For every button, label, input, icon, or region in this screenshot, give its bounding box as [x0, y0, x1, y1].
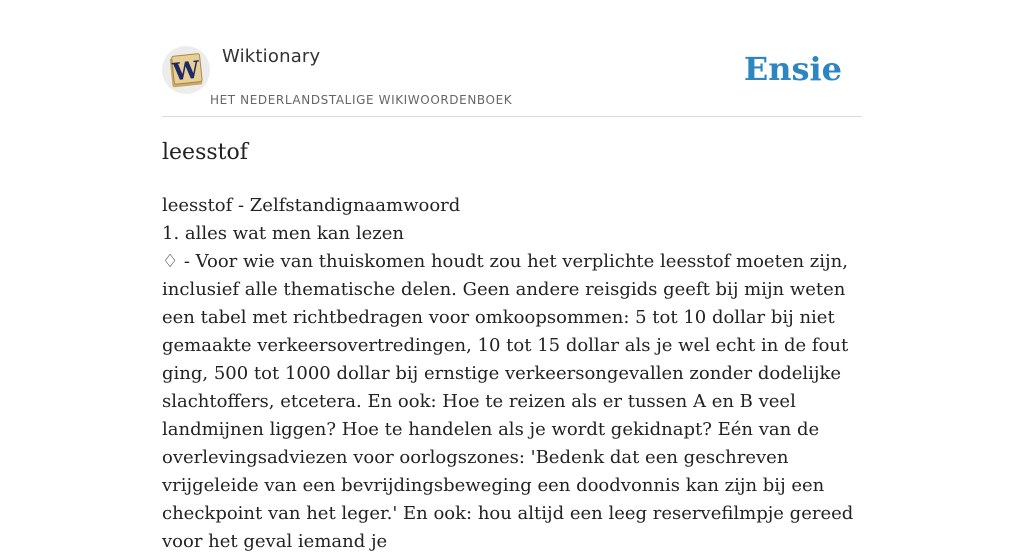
site-tagline: HET NEDERLANDSTALIGE WIKIWOORDENBOEK	[210, 93, 513, 107]
page-title: leesstof	[162, 140, 248, 165]
ensie-brand-link[interactable]: Ensie	[743, 50, 842, 88]
wiktionary-logo-icon[interactable]	[162, 46, 210, 94]
entry-heading: leesstof - Zelfstandignaamwoord	[162, 195, 461, 216]
logo-letter: W	[171, 54, 201, 87]
site-header	[162, 0, 862, 117]
entry-content	[162, 192, 862, 556]
page-container	[162, 0, 862, 552]
entry-definition: 1. alles wat men kan lezen	[162, 223, 404, 244]
site-name[interactable]: Wiktionary	[222, 46, 321, 67]
entry-example: ♢ - Voor wie van thuiskomen houdt zou het verplichte leesstof moeten zijn, inclusief alle thematische delen. Geen andere reisgids geeft bij mijn weten een tabel met richtbedragen voor omkoopsommen: 5 tot 10 dollar bij niet gemaakte verkeersovertredingen, 10 tot 15 dollar als je wel echt in de fout ging, 500 tot 1000 dollar bij ernstige verkeersongevallen zonder dodelijke slachtoffers, etcetera. En ook: Hoe te reizen als er tussen A en B veel landmijnen liggen? Hoe te handelen als je wordt gekidnapt? Eén van de overlevingsadviezen voor oorlogszones: 'Bedenk dat een geschreven vrijgeleide van een bevrijdingsbeweging een doodvonnis kan zijn bij een checkpoint van het leger.' En ook: hou altijd een leeg reservefilmpje gereed voor het geval iemand je	[162, 251, 854, 552]
